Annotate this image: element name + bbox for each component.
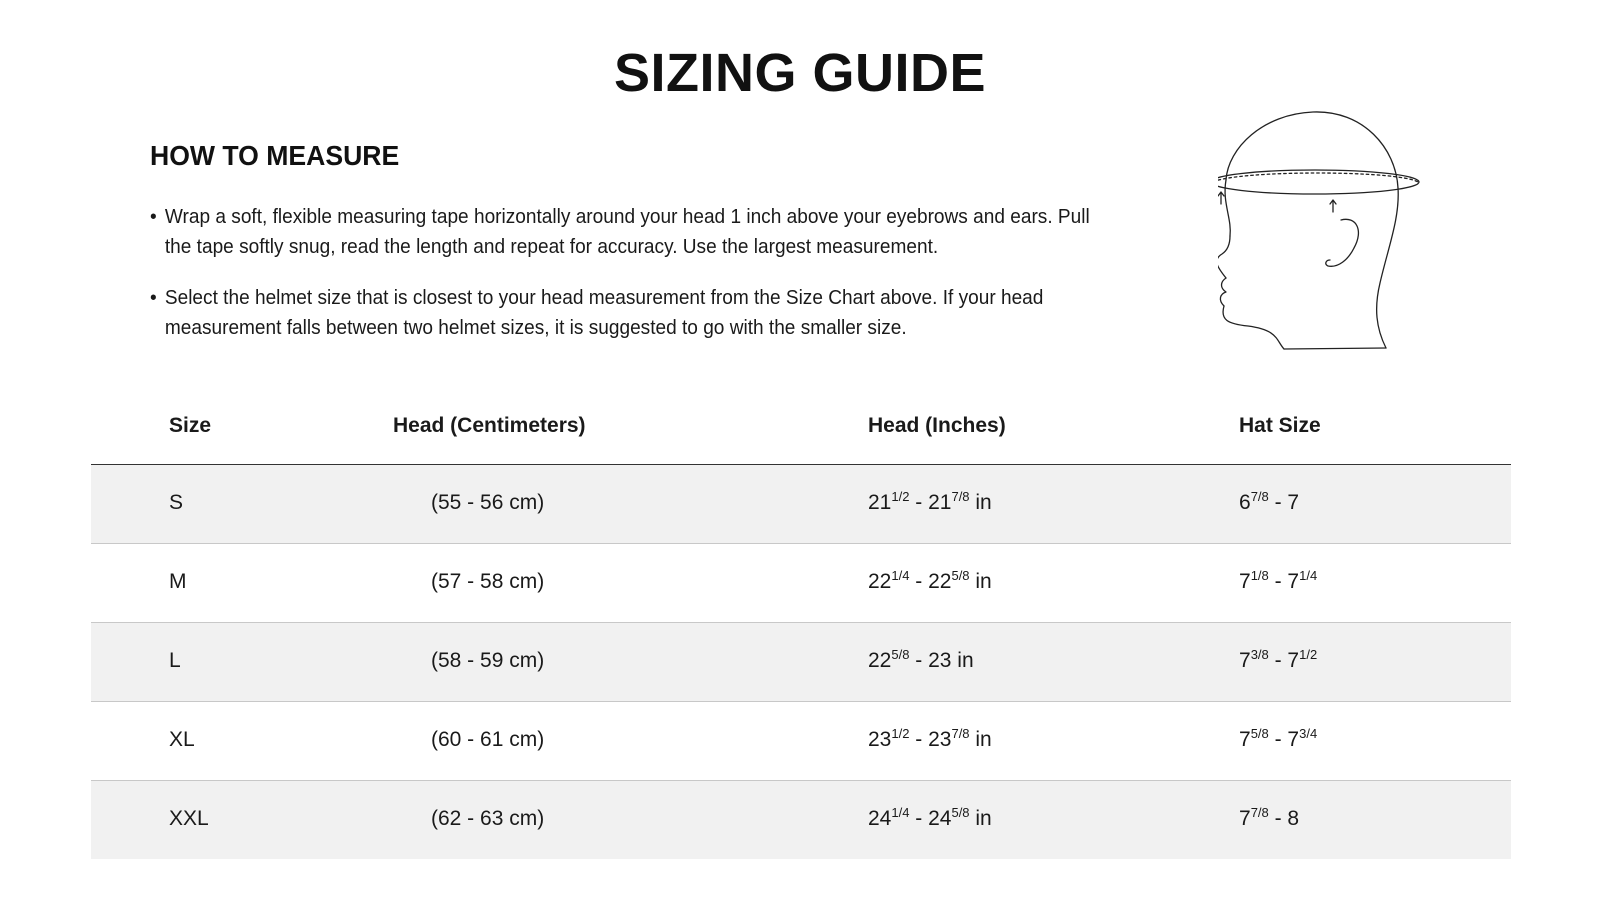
cell-size: XXL	[169, 807, 209, 830]
fraction-superscript: 1/2	[1299, 647, 1318, 662]
value-part: 22	[868, 649, 892, 672]
value-part: - 21	[909, 491, 952, 514]
table-row	[91, 781, 1511, 859]
instruction-item	[150, 202, 1095, 262]
cell-head-inches	[868, 570, 992, 594]
header-head-inches: Head (Inches)	[868, 414, 1006, 437]
cell-size: L	[169, 649, 181, 672]
instruction-item	[150, 283, 1095, 343]
value-part: 7	[1239, 570, 1251, 593]
table-row	[91, 465, 1511, 544]
fraction-superscript: 7/8	[1250, 805, 1269, 820]
cell-hat-size	[1239, 649, 1317, 673]
value-part: - 7	[1268, 491, 1300, 514]
fraction-superscript: 1/8	[1250, 568, 1269, 583]
value-part: 24	[868, 807, 892, 830]
value-part: - 23	[909, 728, 952, 751]
fraction-superscript: 5/8	[951, 568, 970, 583]
fraction-superscript: 3/8	[1250, 647, 1269, 662]
cell-head-inches	[868, 728, 992, 752]
instruction-text: Wrap a soft, flexible measuring tape horizontally around your head 1 inch above your eyebrows and ears. Pull the tape softly snug, read the length and repeat for accuracy. Use the largest measurement.	[164, 205, 1090, 258]
value-part: in	[969, 570, 992, 593]
value-part: - 24	[909, 807, 952, 830]
value-part: 7	[1239, 807, 1251, 830]
fraction-superscript: 3/4	[1299, 726, 1318, 741]
head-measurement-icon	[1218, 108, 1458, 368]
fraction-superscript: 5/8	[951, 805, 970, 820]
fraction-superscript: 1/2	[891, 489, 910, 504]
table-row	[91, 623, 1511, 702]
cell-head-inches	[868, 649, 974, 673]
fraction-superscript: 1/4	[891, 805, 910, 820]
measure-instructions-list	[150, 202, 1090, 364]
fraction-superscript: 7/8	[1250, 489, 1269, 504]
value-part: - 23 in	[909, 649, 974, 672]
value-part: in	[969, 807, 992, 830]
value-part: 22	[868, 570, 892, 593]
cell-head-inches	[868, 491, 992, 515]
value-part: - 7	[1268, 649, 1300, 672]
cell-size: XL	[169, 728, 195, 751]
value-part: 7	[1239, 728, 1251, 751]
fraction-superscript: 1/4	[891, 568, 910, 583]
bullet-icon: •	[150, 286, 157, 309]
value-part: 23	[868, 728, 892, 751]
size-chart-table	[91, 388, 1511, 859]
cell-head-cm: (55 - 56 cm)	[431, 491, 545, 514]
value-part: 7	[1239, 649, 1251, 672]
cell-head-cm: (60 - 61 cm)	[431, 728, 545, 751]
bullet-icon: •	[150, 205, 157, 228]
page-title: SIZING GUIDE	[613, 43, 987, 103]
header-hat-size: Hat Size	[1239, 414, 1321, 437]
value-part: - 7	[1268, 570, 1300, 593]
value-part: 21	[868, 491, 892, 514]
cell-head-cm: (58 - 59 cm)	[431, 649, 545, 672]
cell-head-inches	[868, 807, 992, 831]
fraction-superscript: 5/8	[1250, 726, 1269, 741]
value-part: - 8	[1268, 807, 1300, 830]
cell-hat-size	[1239, 807, 1299, 831]
cell-head-cm: (62 - 63 cm)	[431, 807, 545, 830]
cell-size: S	[169, 491, 184, 514]
value-part: - 7	[1268, 728, 1300, 751]
cell-head-cm: (57 - 58 cm)	[431, 570, 545, 593]
fraction-superscript: 1/2	[891, 726, 910, 741]
cell-hat-size	[1239, 491, 1299, 515]
fraction-superscript: 5/8	[891, 647, 910, 662]
value-part: in	[969, 491, 992, 514]
cell-hat-size	[1239, 570, 1317, 594]
table-header-row	[91, 388, 1511, 465]
value-part: in	[969, 728, 992, 751]
fraction-superscript: 1/4	[1299, 568, 1318, 583]
how-to-measure-heading: HOW TO MEASURE	[150, 140, 400, 171]
header-size: Size	[169, 414, 212, 437]
table-body	[91, 465, 1511, 859]
instruction-text: Select the helmet size that is closest to your head measurement from the Size Chart above. If your head measurement falls between two helmet sizes, it is suggested to go with the smaller size.	[164, 286, 1044, 339]
value-part: - 22	[909, 570, 952, 593]
fraction-superscript: 7/8	[951, 726, 970, 741]
table-row	[91, 544, 1511, 623]
cell-hat-size	[1239, 728, 1317, 752]
value-part: 6	[1239, 491, 1251, 514]
cell-size: M	[169, 570, 187, 593]
header-head-cm: Head (Centimeters)	[393, 414, 586, 437]
fraction-superscript: 7/8	[951, 489, 970, 504]
table-row	[91, 702, 1511, 781]
